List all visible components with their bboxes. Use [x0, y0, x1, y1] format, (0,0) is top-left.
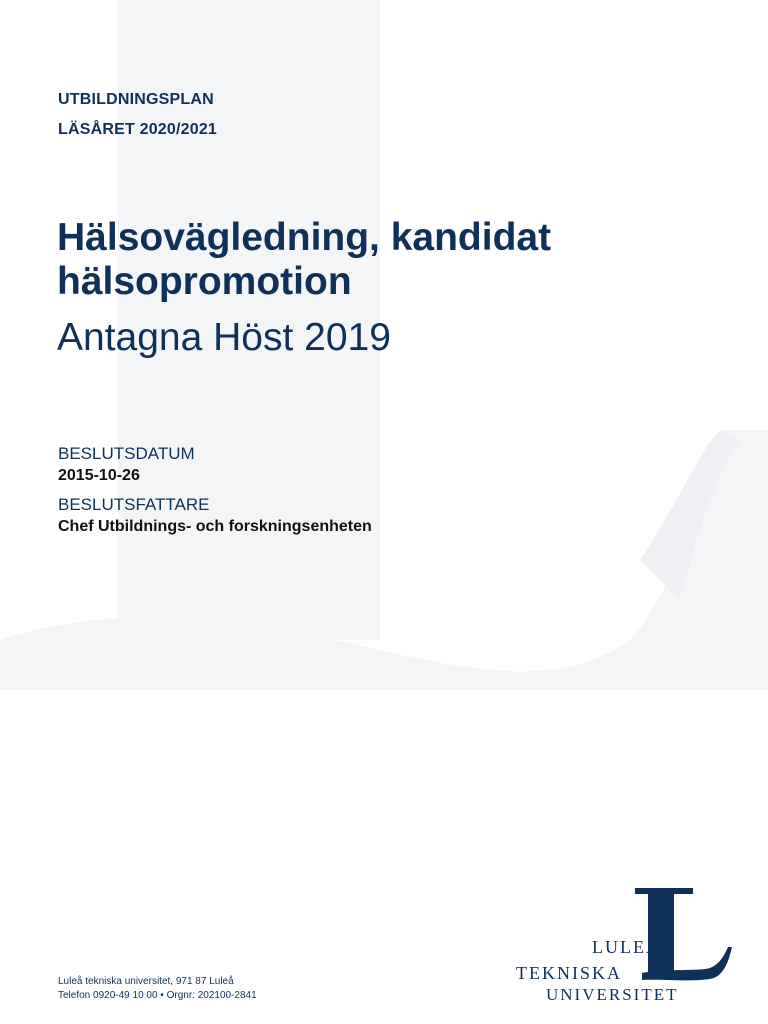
university-logo — [510, 885, 740, 1005]
program-title: Hälsovägledning, kandidat hälsopromotion — [57, 216, 552, 303]
plan-label: UTBILDNINGSPLAN — [58, 91, 214, 108]
logo-line-lulea: LULEÅ — [592, 937, 661, 957]
logo-line-universitet: UNIVERSITET — [546, 985, 679, 1004]
program-subtitle: Antagna Höst 2019 — [57, 316, 391, 359]
decision-maker-value: Chef Utbildnings- och forskningsenheten — [58, 518, 372, 535]
academic-year-label: LÄSÅRET 2020/2021 — [58, 121, 218, 138]
footer-address: Luleå tekniska universitet, 971 87 Luleå — [58, 976, 234, 987]
decision-date-value: 2015-10-26 — [58, 467, 140, 484]
logo-line-tekniska: TEKNISKA — [516, 963, 622, 983]
footer-contact: Telefon 0920-49 10 00 • Orgnr: 202100-2841 — [58, 990, 257, 1001]
decision-maker-label: BESLUTSFATTARE — [58, 495, 210, 514]
decision-date-label: BESLUTSDATUM — [58, 444, 195, 463]
